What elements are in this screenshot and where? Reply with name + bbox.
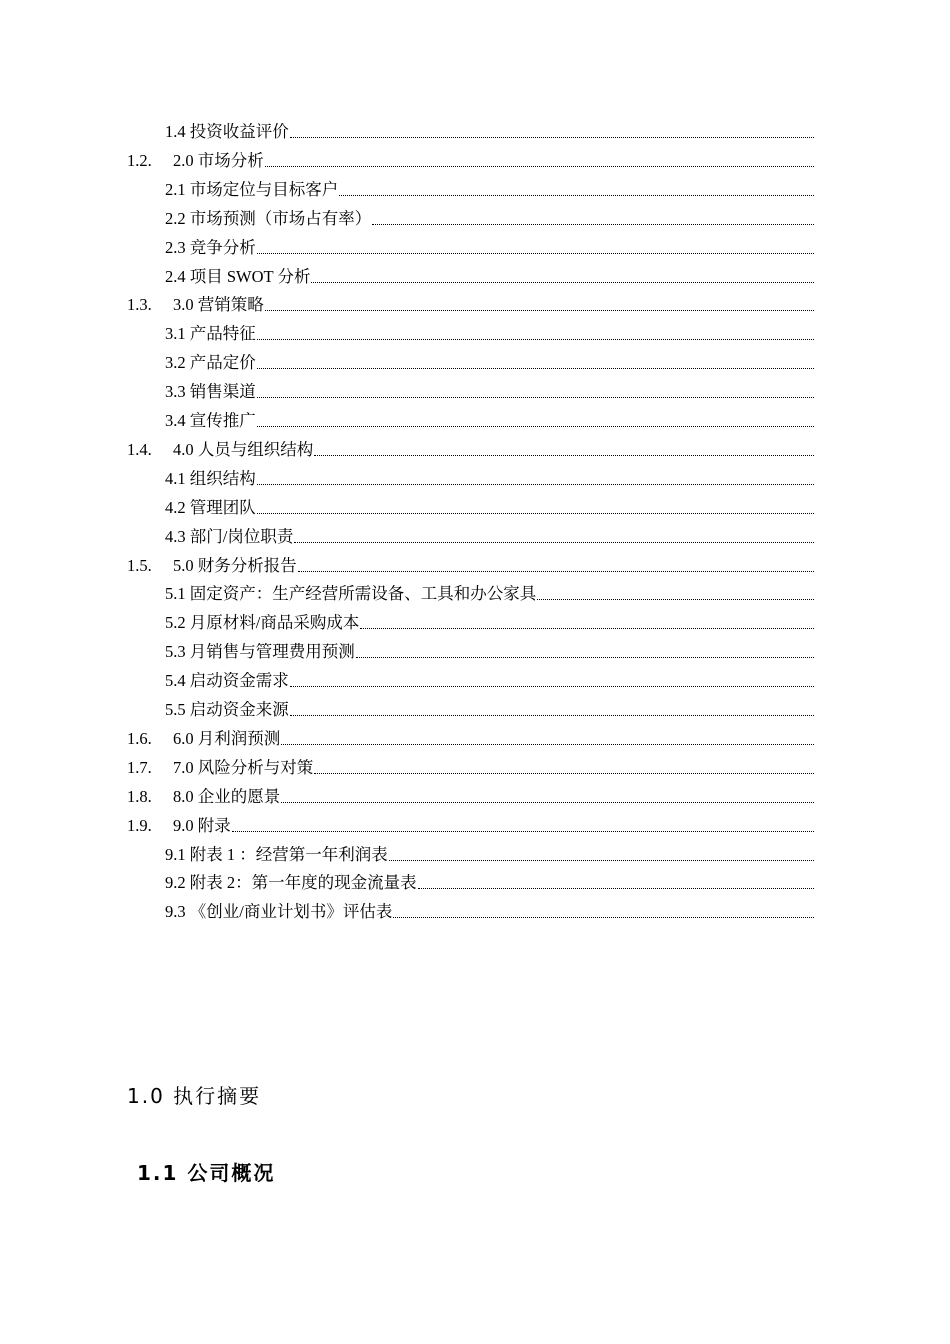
- toc-entry-title: 9.3 《创业/商业计划书》评估表: [165, 902, 393, 922]
- toc-entry-title: 3.2 产品定价: [165, 353, 256, 373]
- toc-entry[interactable]: [165, 345, 814, 373]
- section-heading-executive-summary: 1.0 执行摘要: [127, 1084, 262, 1108]
- toc-entry[interactable]: [165, 837, 814, 865]
- toc-entry[interactable]: [127, 779, 814, 807]
- toc-dot-leader: [257, 238, 814, 258]
- toc-entry-title: 5.5 启动资金来源: [165, 700, 289, 719]
- toc-entry-title: 5.2 月原材料/商品采购成本: [165, 613, 360, 633]
- toc-dot-leader: [294, 527, 814, 547]
- toc-entry-title: 4.0 人员与组织结构: [173, 439, 314, 459]
- toc-entry[interactable]: [165, 172, 814, 200]
- toc-entry[interactable]: [165, 230, 814, 258]
- toc-dot-leader: [265, 151, 814, 171]
- toc-entry-title: 9.2 附表 2：第一年度的现金流量表: [165, 873, 417, 893]
- toc-entry[interactable]: [127, 548, 814, 576]
- toc-entry[interactable]: [165, 201, 814, 229]
- toc-entry[interactable]: [127, 287, 814, 315]
- toc-dot-leader: [281, 787, 814, 807]
- toc-dot-leader: [257, 498, 814, 518]
- toc-entry-title: 7.0 风险分析与对策: [173, 757, 314, 777]
- toc-entry-number: 1.5.: [127, 555, 152, 575]
- toc-entry[interactable]: [165, 374, 814, 402]
- toc-entry[interactable]: [127, 750, 814, 778]
- toc-dot-leader: [257, 324, 814, 344]
- toc-dot-leader: [298, 556, 814, 576]
- toc-dot-leader: [290, 671, 814, 691]
- toc-entry[interactable]: [165, 634, 814, 662]
- toc-entry-title: 5.1 固定资产：生产经营所需设备、工具和办公家具: [165, 584, 537, 604]
- toc-dot-leader: [537, 584, 814, 604]
- toc-entry[interactable]: [165, 114, 814, 142]
- toc-entry-title: 9.1 附表 1 ：经营第一年利润表: [165, 844, 388, 864]
- toc-entry-title: 8.0 企业的愿景: [173, 786, 281, 806]
- toc-dot-leader: [290, 122, 814, 142]
- toc-entry[interactable]: [165, 461, 814, 489]
- toc-entry[interactable]: [165, 692, 814, 720]
- toc-dot-leader: [418, 873, 814, 893]
- toc-entry-title: 3.0 营销策略: [173, 295, 264, 315]
- toc-entry-number: 1.7.: [127, 757, 152, 777]
- toc-entry[interactable]: [165, 403, 814, 431]
- toc-entry[interactable]: [165, 865, 814, 893]
- toc-entry-title: 9.0 附录: [173, 815, 231, 835]
- toc-dot-leader: [372, 209, 814, 229]
- toc-dot-leader: [339, 180, 814, 200]
- toc-entry-number: 1.8.: [127, 786, 152, 806]
- toc-dot-leader: [232, 816, 814, 836]
- toc-entry[interactable]: [127, 808, 814, 836]
- toc-entry-title: 1.4 投资收益评价: [165, 122, 289, 141]
- toc-entry-title: 5.3 月销售与管理费用预测: [165, 642, 355, 662]
- toc-dot-leader: [314, 440, 814, 460]
- toc-dot-leader: [314, 758, 814, 778]
- toc-entry[interactable]: [127, 143, 814, 171]
- toc-dot-leader: [257, 411, 814, 431]
- toc-dot-leader: [393, 902, 814, 922]
- toc-entry-number: 1.9.: [127, 815, 152, 835]
- toc-entry[interactable]: [165, 663, 814, 691]
- toc-entry[interactable]: [165, 605, 814, 633]
- toc-dot-leader: [389, 845, 814, 865]
- toc-dot-leader: [265, 295, 814, 315]
- toc-entry[interactable]: [165, 519, 814, 547]
- toc-dot-leader: [360, 613, 814, 633]
- toc-entry-title: 3.3 销售渠道: [165, 382, 256, 402]
- toc-dot-leader: [257, 353, 814, 373]
- toc-entry[interactable]: [165, 576, 814, 604]
- toc-entry-title: 4.3 部门/岗位职责: [165, 526, 294, 546]
- toc-entry-number: 1.6.: [127, 728, 152, 748]
- toc-entry-title: 6.0 月利润预测: [173, 728, 281, 748]
- toc-dot-leader: [311, 267, 814, 287]
- toc-dot-leader: [290, 700, 814, 720]
- toc-entry-title: 2.4 项目 SWOT 分析: [165, 266, 311, 286]
- toc-dot-leader: [281, 729, 814, 749]
- toc-entry-title: 4.1 组织结构: [165, 468, 256, 488]
- toc-entry[interactable]: [165, 490, 814, 518]
- toc-dot-leader: [257, 382, 814, 402]
- toc-dot-leader: [257, 469, 814, 489]
- toc-dot-leader: [356, 642, 814, 662]
- toc-entry-title: 5.4 启动资金需求: [165, 671, 289, 691]
- toc-entry-title: 5.0 财务分析报告: [173, 555, 297, 575]
- toc-entry[interactable]: [165, 259, 814, 287]
- toc-entry[interactable]: [127, 432, 814, 460]
- toc-entry-title: 4.2 管理团队: [165, 497, 256, 517]
- toc-entry[interactable]: [165, 316, 814, 344]
- toc-entry-title: 3.1 产品特征: [165, 324, 256, 344]
- toc-entry-number: 1.3.: [127, 295, 152, 315]
- toc-entry[interactable]: [127, 721, 814, 749]
- toc-entry-title: 2.0 市场分析: [173, 150, 264, 170]
- toc-entry-title: 3.4 宣传推广: [165, 411, 256, 430]
- toc-entry-number: 1.4.: [127, 439, 152, 459]
- subsection-heading-company-overview: 1.1 公司概况: [137, 1161, 276, 1185]
- toc-entry[interactable]: [165, 894, 814, 922]
- toc-entry-title: 2.2 市场预测（市场占有率）: [165, 208, 372, 228]
- toc-entry-title: 2.1 市场定位与目标客户: [165, 179, 339, 199]
- toc-entry-title: 2.3 竞争分析: [165, 237, 256, 257]
- toc-entry-number: 1.2.: [127, 150, 152, 170]
